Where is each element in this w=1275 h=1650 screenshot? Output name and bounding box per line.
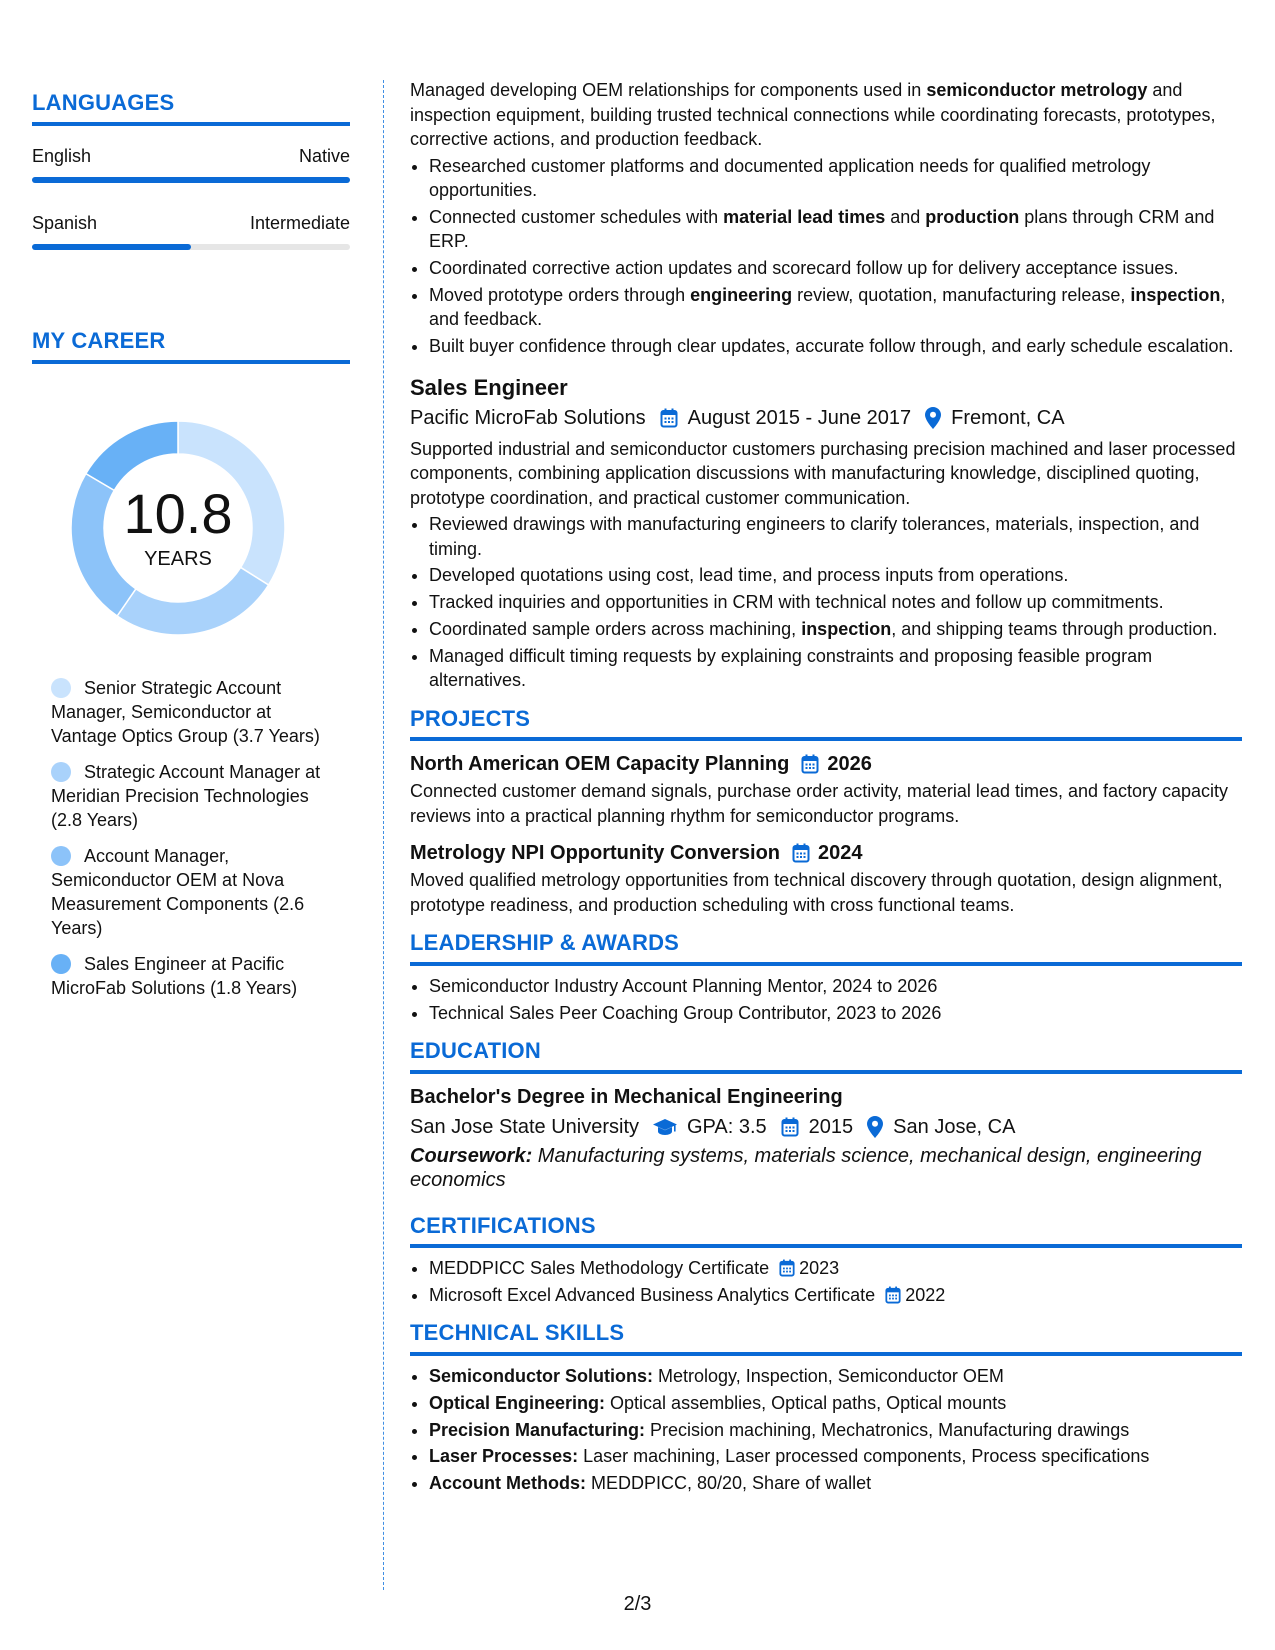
language-row bbox=[32, 146, 350, 167]
list-item: • Technical Sales Peer Coaching Group Contributor, 2023 to 2026 bbox=[429, 1001, 1242, 1026]
list-item: • Built buyer confidence through clear updates, accurate follow through, and early schedule escalation. bbox=[429, 334, 1242, 359]
donut-center bbox=[64, 414, 292, 642]
legend-dot-icon bbox=[51, 678, 71, 698]
list-item: • Coordinated sample orders across machining, inspection, and shipping teams through production. bbox=[429, 617, 1242, 642]
list-item: • Developed quotations using cost, lead time, and process inputs from operations. bbox=[429, 563, 1242, 588]
project-description: Connected customer demand signals, purchase order activity, material lead times, and factory capacity reviews into a practical planning rhythm for semiconductor programs. bbox=[410, 781, 1229, 826]
language-bar bbox=[32, 244, 350, 250]
list-item: • Microsoft Excel Advanced Business Analytics Certificate 2022 bbox=[429, 1283, 1242, 1308]
list-item: • Managed difficult timing requests by explaining constraints and proposing feasible program alternatives. bbox=[429, 644, 1242, 693]
legend-dot-icon bbox=[51, 846, 71, 866]
company-name: Pacific MicroFab Solutions bbox=[410, 406, 646, 429]
job-summary: Supported industrial and semiconductor customers purchasing precision machined and laser processed components, combining application discussions with manufacturing knowledge, disciplined quoting, prototype coordination, and practical customer communication. bbox=[410, 438, 1236, 508]
language-name: Spanish bbox=[32, 213, 98, 233]
skills-list bbox=[410, 1364, 1242, 1496]
language-bar-fill bbox=[32, 177, 350, 183]
language-bar-fill bbox=[32, 244, 191, 250]
location-pin-icon bbox=[925, 407, 941, 429]
section-rule bbox=[410, 1070, 1242, 1074]
project-title: North American OEM Capacity Planning 2026 bbox=[410, 749, 1242, 779]
main-content bbox=[410, 78, 1242, 1498]
job-title: Sales Engineer bbox=[410, 374, 568, 400]
list-item: • Laser Processes: Laser machining, Laser processed components, Process specifications bbox=[429, 1444, 1242, 1469]
section-rule bbox=[410, 1244, 1242, 1248]
section-rule bbox=[410, 1352, 1242, 1356]
calendar-icon bbox=[660, 408, 678, 428]
language-level: Intermediate bbox=[249, 213, 350, 233]
language-name: English bbox=[32, 146, 92, 166]
section-title: LEADERSHIP & AWARDS bbox=[410, 930, 680, 956]
skills-section bbox=[410, 1321, 1242, 1495]
legend-dot-icon bbox=[51, 762, 71, 782]
certification-year: 2023 bbox=[799, 1258, 840, 1279]
certifications-list bbox=[410, 1256, 1242, 1307]
sidebar bbox=[32, 90, 350, 364]
career-donut-chart bbox=[64, 414, 292, 642]
career-title: MY CAREER bbox=[32, 328, 166, 353]
list-item: • Optical Engineering: Optical assemblies, Optical paths, Optical mounts bbox=[429, 1391, 1242, 1416]
total-years-value: 10.8 bbox=[123, 481, 233, 545]
page-number: 2/3 bbox=[623, 1593, 652, 1615]
project-title: Metrology NPI Opportunity Conversion 2024 bbox=[410, 838, 1242, 868]
job-meta bbox=[410, 403, 1242, 433]
section-title: PROJECTS bbox=[410, 705, 531, 731]
calendar-icon bbox=[781, 1117, 799, 1137]
list-item: • Moved prototype orders through engineering review, quotation, manufacturing release, inspection, and feedback. bbox=[429, 283, 1242, 332]
language-row bbox=[32, 213, 350, 234]
projects-section bbox=[410, 707, 1242, 918]
list-item: • Account Methods: MEDDPICC, 80/20, Share of wallet bbox=[429, 1471, 1242, 1496]
calendar-icon bbox=[801, 754, 819, 774]
list-item: • Reviewed drawings with manufacturing engineers to clarify tolerances, materials, inspection, and timing. bbox=[429, 512, 1242, 561]
career-legend-item bbox=[51, 952, 321, 1000]
list-item: • Researched customer platforms and documented application needs for qualified metrology opportunities. bbox=[429, 154, 1242, 203]
career-legend-text: Sales Engineer at Pacific MicroFab Solutions (1.8 Years) bbox=[51, 954, 298, 998]
section-rule bbox=[410, 962, 1242, 966]
career-legend-text: Senior Strategic Account Manager, Semiconductor at Vantage Optics Group (3.7 Years) bbox=[51, 678, 320, 746]
education-meta bbox=[410, 1112, 1242, 1142]
list-item: • Semiconductor Solutions: Metrology, Inspection, Semiconductor OEM bbox=[429, 1364, 1242, 1389]
gpa: GPA: 3.5 bbox=[687, 1115, 767, 1138]
job-location: Fremont, CA bbox=[951, 406, 1065, 429]
career-legend-item bbox=[51, 760, 321, 832]
coursework: Coursework: Manufacturing systems, materials science, mechanical design, engineering economics bbox=[410, 1144, 1202, 1191]
total-years-label: YEARS bbox=[144, 547, 212, 570]
calendar-icon bbox=[779, 1259, 795, 1277]
school-location: San Jose, CA bbox=[893, 1115, 1016, 1138]
job-bullets bbox=[410, 154, 1242, 359]
list-item: • Connected customer schedules with material lead times and production plans through CRM and ERP. bbox=[429, 205, 1242, 254]
school-name: San Jose State University bbox=[410, 1115, 639, 1138]
certification-year: 2022 bbox=[905, 1284, 946, 1305]
section-title: EDUCATION bbox=[410, 1038, 541, 1064]
career-legend-text: Strategic Account Manager at Meridian Precision Technologies (2.8 Years) bbox=[51, 762, 321, 830]
section-title: TECHNICAL SKILLS bbox=[410, 1320, 625, 1346]
career-legend-item bbox=[51, 844, 321, 940]
job-summary: Managed developing OEM relationships for components used in semiconductor metrology and inspection equipment, building trusted technical connections while coordinating forecasts, prototypes, corrective actions, and production feedback. bbox=[410, 80, 1216, 149]
career-legend bbox=[51, 676, 321, 1012]
languages-title: LANGUAGES bbox=[32, 90, 175, 115]
project-year: 2026 bbox=[827, 753, 872, 776]
section-rule bbox=[410, 737, 1242, 741]
section-rule bbox=[32, 122, 350, 126]
language-bar bbox=[32, 177, 350, 183]
graduation-cap-icon bbox=[653, 1118, 677, 1136]
language-level: Native bbox=[298, 146, 350, 166]
column-divider bbox=[383, 80, 384, 1590]
career-legend-item bbox=[51, 676, 321, 748]
list-item: • Semiconductor Industry Account Planning Mentor, 2024 to 2026 bbox=[429, 974, 1242, 999]
project-description: Moved qualified metrology opportunities from technical discovery through quotation, design alignment, prototype readiness, and production scheduling with cross functional teams. bbox=[410, 870, 1223, 915]
graduation-year: 2015 bbox=[808, 1115, 854, 1138]
list-item: • Tracked inquiries and opportunities in CRM with technical notes and follow up commitments. bbox=[429, 590, 1242, 615]
education-section bbox=[410, 1039, 1242, 1192]
project-year: 2024 bbox=[818, 842, 863, 865]
job-bullets bbox=[410, 512, 1242, 693]
location-pin-icon bbox=[867, 1116, 883, 1138]
job-dates: August 2015 - June 2017 bbox=[687, 406, 912, 429]
section-rule bbox=[32, 360, 350, 364]
leadership-section bbox=[410, 931, 1242, 1025]
list-item: • MEDDPICC Sales Methodology Certificate 2023 bbox=[429, 1256, 1242, 1281]
legend-dot-icon bbox=[51, 954, 71, 974]
section-title: CERTIFICATIONS bbox=[410, 1212, 596, 1238]
list-item: • Coordinated corrective action updates and scorecard follow up for delivery acceptance issues. bbox=[429, 256, 1242, 281]
leadership-list bbox=[410, 974, 1242, 1025]
list-item: • Precision Manufacturing: Precision machining, Mechatronics, Manufacturing drawings bbox=[429, 1418, 1242, 1443]
calendar-icon bbox=[885, 1286, 901, 1304]
degree-title: Bachelor's Degree in Mechanical Engineering bbox=[410, 1085, 843, 1108]
certifications-section bbox=[410, 1214, 1242, 1308]
calendar-icon bbox=[792, 843, 810, 863]
career-legend-text: Account Manager, Semiconductor OEM at Nova Measurement Components (2.6 Years) bbox=[51, 846, 305, 938]
